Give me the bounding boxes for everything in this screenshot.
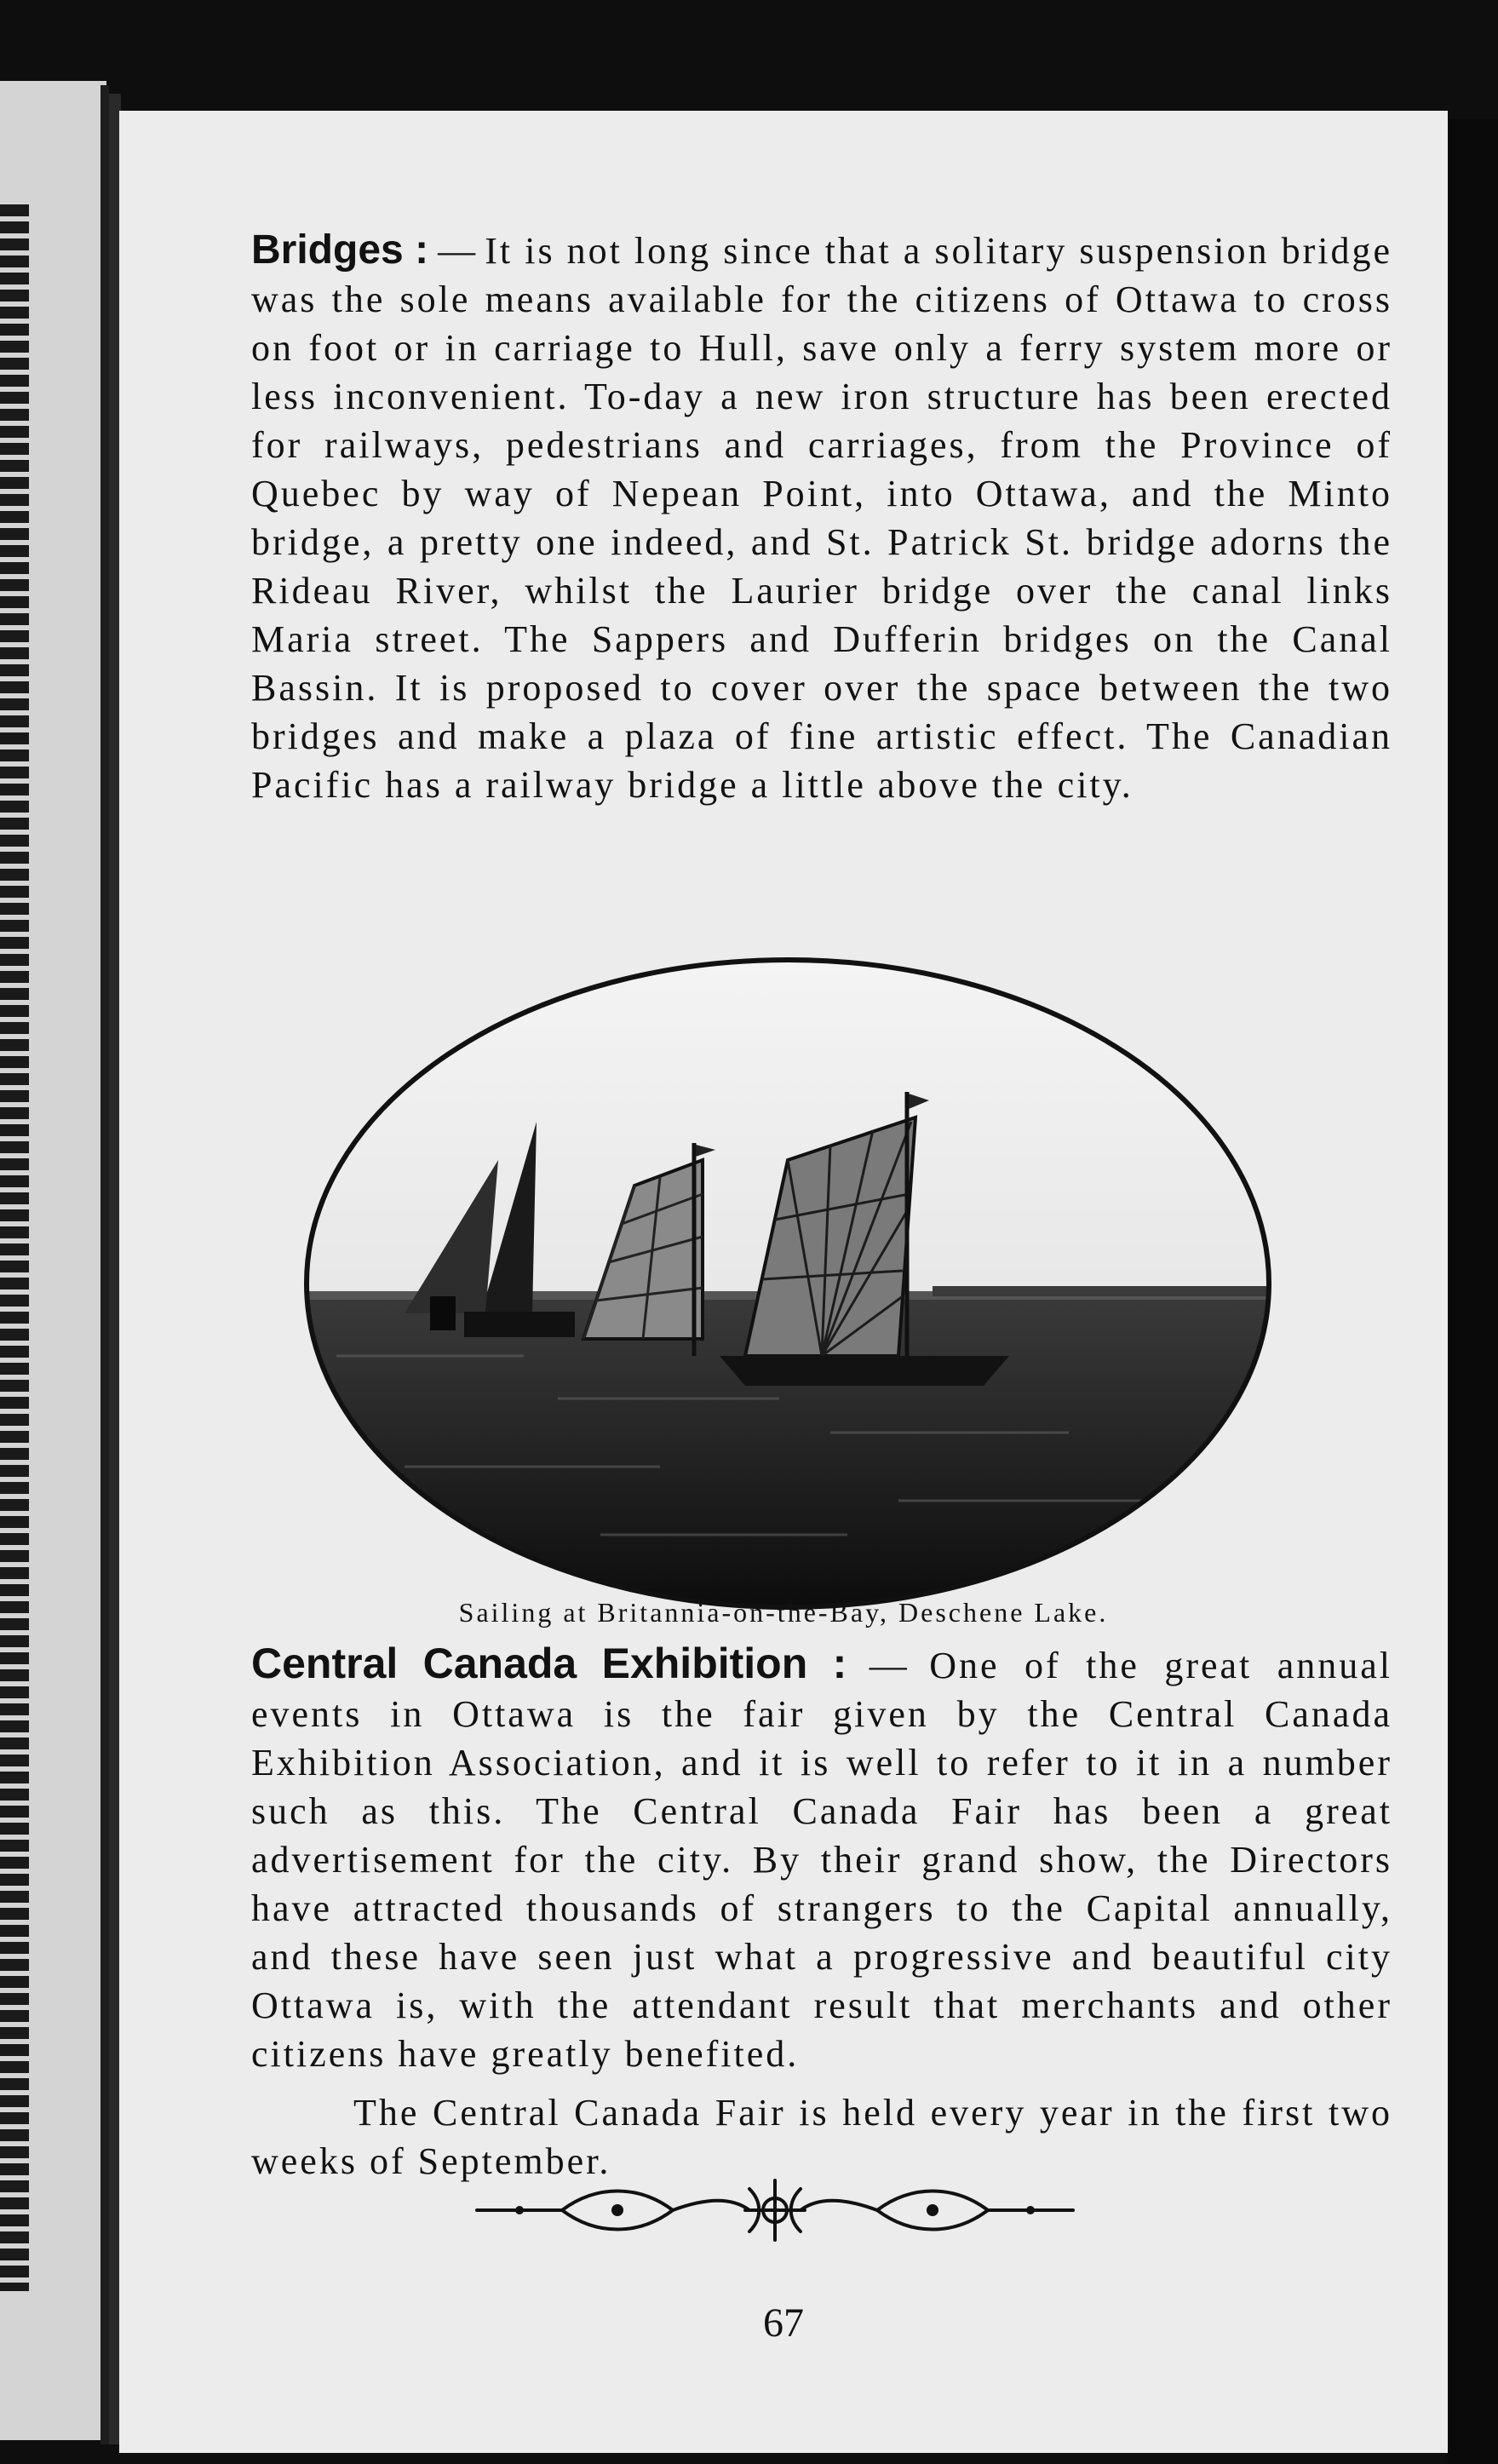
exhibition-heading: Central Canada Exhibition : — [251, 1640, 847, 1687]
exhibition-section — [251, 1640, 1392, 2185]
scan-dark-edge — [1448, 119, 1498, 2464]
photo-caption: Sailing at Britannia-on-the-Bay, Deschene Lake. — [458, 1597, 1109, 1628]
sailing-photo — [302, 956, 1273, 1611]
exhibition-paragraph-2: The Central Canada Fair is held every year in the first two weeks of September. — [251, 2092, 1392, 2182]
exhibition-text: One of the great annual events in Ottawa is the fair given by the Central Canada Exhibition Association, and it is well to refer to it in a number such as this. The Central Canada Fair has been a great advertisement for the city. By their grand show, the Directors have attracted thousands of strangers to the Capital annually, and these have seen just what a progressive and beautiful city Ottawa is, with the attendant result that merchants and other citizens have greatly benefited. — [251, 1645, 1393, 2075]
bridges-section — [251, 226, 1392, 809]
page-number: 67 — [763, 2300, 804, 2346]
page-rule — [100, 85, 109, 2444]
book-page — [119, 111, 1448, 2453]
bridges-text: It is not long since that a solitary suspension bridge was the sole means available for the citizens of Ottawa to cross on foot or in carriage to Hull, save only a ferry system more or less inconvenient. To-day a new iron structure has been erected for railways, pedestrians and carriages, from the Province of Quebec by way of Nepean Point, into Ottawa, and the Minto bridge, a pretty one indeed, and St. Patrick St. bridge adorns the Rideau River, whilst the Laurier bridge over the canal links Maria street. The Sappers and Dufferin bridges on the Canal Bassin. It is proposed to cover over the space between the two bridges and make a plaza of fine artistic effect. The Canadian Pacific has a railway bridge a little above the city. — [251, 230, 1393, 806]
decorative-border — [0, 204, 29, 2291]
bridges-paragraph — [251, 226, 1392, 809]
decorative-flourish — [468, 2172, 1082, 2249]
exhibition-paragraph — [251, 1640, 1392, 2078]
heading-dash: — — [847, 1645, 930, 1686]
bridges-heading: Bridges : — [251, 227, 429, 273]
heading-dash: — — [428, 230, 485, 272]
